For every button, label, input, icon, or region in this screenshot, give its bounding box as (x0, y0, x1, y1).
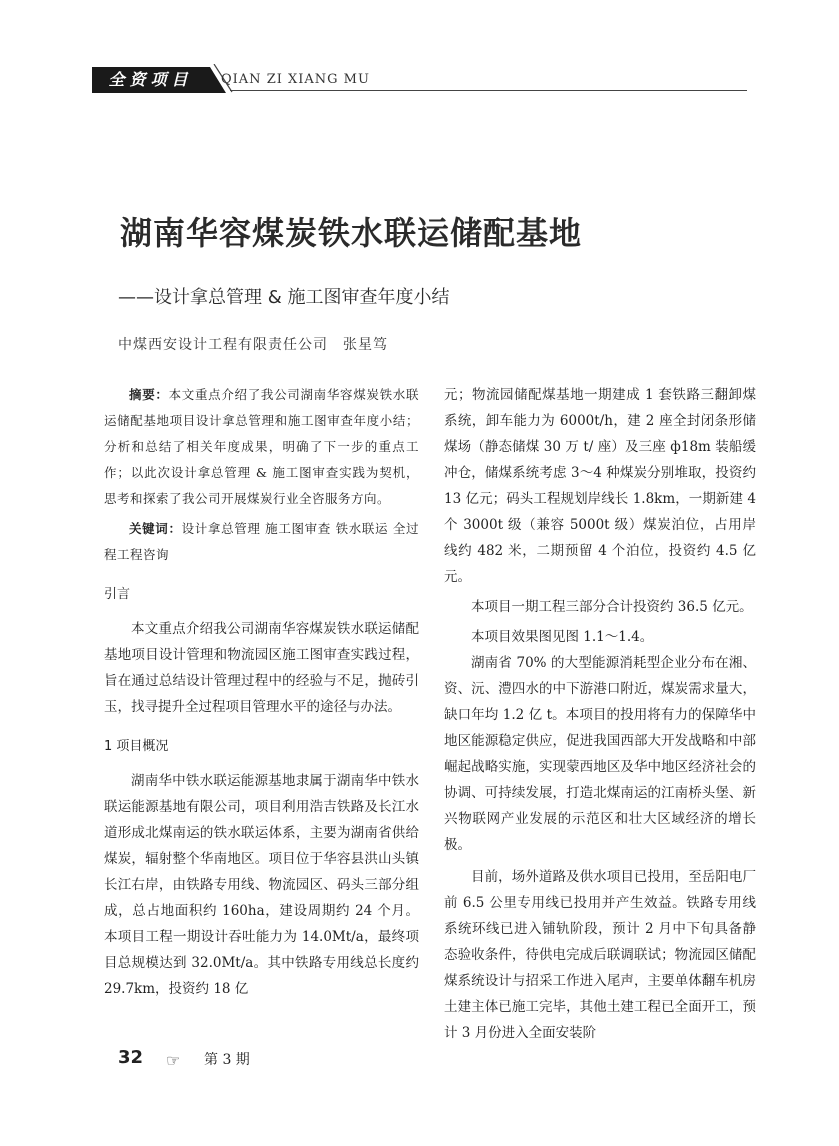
page-number: 32 (118, 1047, 144, 1068)
section-badge: 全资项目 (92, 67, 209, 93)
abstract-text: 本文重点介绍了我公司湖南华容煤炭铁水联运储配基地项目设计拿总管理和施工图审查年度小结；分析和总结了相关年度成果，明确了下一步的重点工作；以此次设计拿总管理 & 施工图审查实践为契机，思考和探索了我公司开展煤炭行业全咨服务方向。 (104, 387, 419, 506)
article-title: 湖南华容煤炭铁水联运储配基地 (120, 214, 583, 252)
abstract (104, 382, 419, 512)
section1-heading: 1 项目概况 (104, 739, 169, 754)
keywords (104, 516, 419, 568)
right-paragraph-2: 本项目一期工程三部分合计投资约 36.5 亿元。 (471, 599, 753, 615)
right-paragraph-1: 元；物流园储配煤基地一期建成 1 套铁路三翻卸煤系统，卸车能力为 6000t/h，建 2 座全封闭条形储煤场（静态储煤 30 万 t/ 座）及三座 ф18m 装船缓冲仓，储煤系统考虑 3～4 种煤炭分别堆取，投资约 13 亿元；码头工程规划岸线长 1.8km，一期新建 4 个 3000t 级（兼容 5000t 级）煤炭泊位，占用岸线约 482 米，二期预留 4 个泊位，投资约 4.5 亿元。 (444, 387, 756, 585)
abstract-label: 摘要： (129, 387, 169, 402)
pointing-hand-icon: ☞ (166, 1051, 181, 1070)
header-divider (230, 90, 747, 91)
right-paragraph-4: 湖南省 70% 的大型能源消耗型企业分布在湘、资、沅、澧四水的中下游港口附近，煤炭需求量大，缺口年均 1.2 亿 t。本项目的投用将有力的保障华中地区能源稳定供应，促进我国西部大开发战略和中部崛起战略实施，实现蒙西地区及华中地区经济社会的协调、可持续发展，打造北煤南运的江南桥头堡、新兴物联网产业发展的示范区和壮大区域经济的增长极。 (444, 655, 756, 853)
article-author: 中煤西安设计工程有限责任公司 张星笃 (118, 337, 388, 353)
section-header (92, 64, 747, 96)
intro-heading: 引言 (104, 587, 131, 602)
section1-paragraph: 湖南华中铁水联运能源基地隶属于湖南华中铁水联运能源基地有限公司，项目利用浩吉铁路及长江水道形成北煤南运的铁水联运体系，主要为湖南省供给煤炭，辐射整个华南地区。项目位于华容县洪山头镇长江右岸，由铁路专用线、物流园区、码头三部分组成，总占地面积约 160ha，建设周期约 24 个月。本项目工程一期设计吞吐能力为 14.0Mt/a，最终项目总规模达到 32.0Mt/a。其中铁路专用线总长度约 29.7km，投资约 18 亿 (104, 773, 419, 997)
page-footer (118, 1047, 418, 1073)
left-column (104, 382, 419, 1002)
keywords-label: 关键词： (129, 521, 182, 536)
keywords-text: 设计拿总管理 施工图审查 铁水联运 全过程工程咨询 (104, 521, 419, 562)
right-paragraph-3: 本项目效果图见图 1.1～1.4。 (471, 629, 654, 645)
article-subtitle: ——设计拿总管理 & 施工图审查年度小结 (118, 287, 450, 308)
intro-paragraph: 本文重点介绍我公司湖南华容煤炭铁水联运储配基地项目设计管理和物流园区施工图审查实践过程，旨在通过总结设计管理过程中的经验与不足，抛砖引玉，找寻提升全过程项目管理水平的途径与办法。 (104, 621, 419, 715)
issue-number: 第 3 期 (204, 1052, 250, 1068)
right-column (444, 382, 756, 1046)
section-pinyin: QIAN ZI XIANG MU (221, 72, 370, 87)
right-paragraph-5: 目前，场外道路及供水项目已投用，至岳阳电厂前 6.5 公里专用线已投用并产生效益。铁路专用线系统环线已进入铺轨阶段，预计 2 月中下旬具备静态验收条件，待供电完成后联调联试；物流园区储配煤系统设计与招采工作进入尾声，主要单体翻车机房土建主体已施工完毕，其他土建工程已全面开工，预计 3 月份进入全面安装阶 (444, 869, 756, 1041)
